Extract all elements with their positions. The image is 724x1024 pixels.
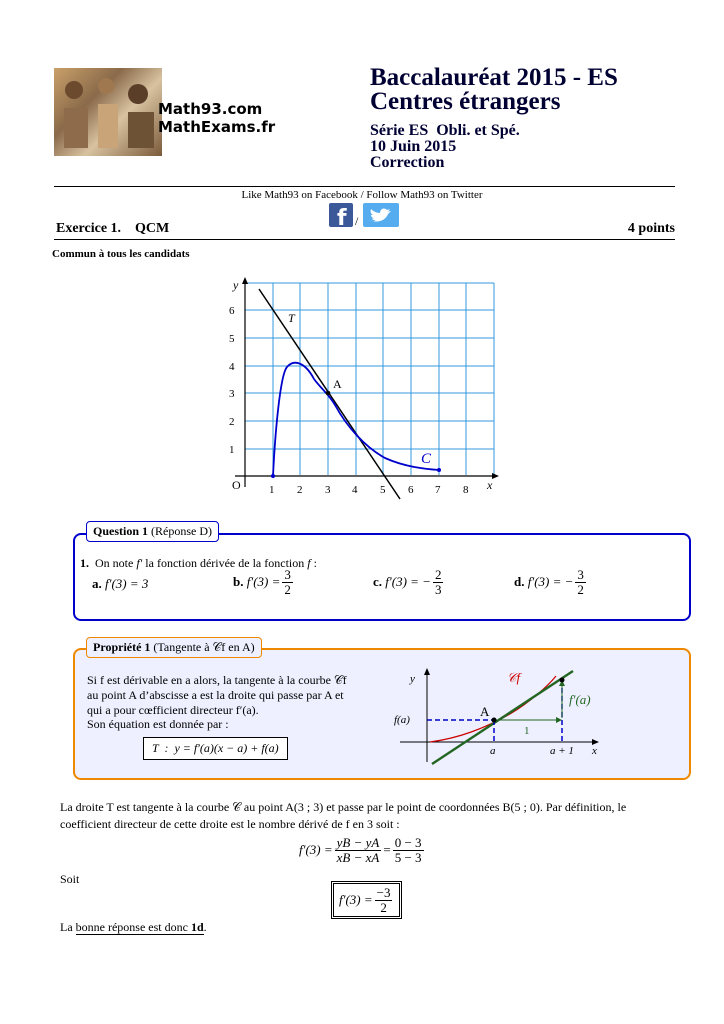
statement-part: f bbox=[307, 556, 311, 570]
solution-paragraph: La droite T est tangente à la courbe 𝒞 au point A(3 ; 3) et passe par le point de coordonnées B(5 ; 0). Par définition, le coefficient directeur de cette droite est le nombre dérivé de f en 3 soit : bbox=[60, 800, 627, 831]
tangent-figure bbox=[390, 664, 610, 766]
y-axis-label: y bbox=[233, 278, 239, 292]
site-name-1: Math93.com bbox=[158, 100, 263, 118]
conclusion bbox=[60, 920, 207, 935]
header-rule bbox=[54, 186, 675, 187]
fig-fprime-label: f′(a) bbox=[569, 692, 591, 707]
point-a bbox=[326, 391, 331, 396]
facebook-icon[interactable] bbox=[329, 203, 353, 227]
property-line-3: qui a pour cœfficient directeur f′(a). bbox=[87, 703, 259, 717]
fig-curve bbox=[430, 676, 556, 742]
y-tick-label: 6 bbox=[229, 305, 235, 317]
property-line-4: Son équation est donnée par : bbox=[87, 717, 229, 731]
property-line-1: Si f est dérivable en a alors, la tangente à la courbe 𝒞f bbox=[87, 673, 347, 687]
exercise-subtitle: Commun à tous les candidats bbox=[52, 248, 190, 260]
boxed-num: −3 bbox=[376, 885, 391, 900]
statement-part: On note bbox=[95, 556, 137, 570]
option-num: 3 bbox=[577, 567, 584, 582]
fig-x-label: x bbox=[592, 745, 597, 757]
option-b[interactable] bbox=[233, 568, 295, 596]
option-lhs: f′(3) = bbox=[246, 574, 281, 590]
tangent-label: T bbox=[288, 311, 295, 325]
y-axis-arrow bbox=[242, 277, 248, 284]
option-label: a. bbox=[92, 576, 102, 591]
y-tick-label: 1 bbox=[229, 444, 235, 456]
option-label: d. bbox=[514, 574, 525, 590]
doc-subtitle-1: Série ES Obli. et Spé. bbox=[370, 122, 520, 139]
option-c[interactable] bbox=[373, 568, 445, 596]
social-text[interactable]: Like Math93 on Facebook / Follow Math93 on Twitter bbox=[241, 189, 483, 201]
doc-title-1: Baccalauréat 2015 - ES bbox=[370, 64, 618, 91]
statement-part: : bbox=[310, 556, 317, 570]
boxed-result bbox=[331, 881, 402, 919]
x-tick-label: 5 bbox=[380, 484, 386, 496]
tangent-formula: T : y = f′(a)(x − a) + f(a) bbox=[143, 737, 288, 760]
eq-num: yB − yA bbox=[336, 835, 380, 850]
fig-a-point-label: A bbox=[480, 704, 490, 719]
soit-label: Soit bbox=[60, 872, 80, 886]
x-tick-label: 6 bbox=[408, 484, 414, 496]
svg-text:f: f bbox=[337, 206, 347, 227]
eq-den: 5 − 3 bbox=[394, 849, 422, 865]
x-axis-arrow bbox=[492, 473, 499, 479]
property-line-2: au point A d’abscisse a est la droite qui passe par A et bbox=[87, 688, 344, 702]
y-tick-label: 3 bbox=[229, 388, 235, 400]
eq-num: 0 − 3 bbox=[394, 835, 422, 850]
option-label: b. bbox=[233, 574, 244, 590]
y-tick-label: 5 bbox=[229, 333, 235, 345]
x-tick-label: 7 bbox=[435, 484, 441, 496]
question-tab-title: Question 1 bbox=[93, 524, 149, 538]
x-tick-label: 8 bbox=[463, 484, 469, 496]
twitter-icon[interactable] bbox=[363, 203, 399, 227]
social-separator: / bbox=[355, 214, 359, 228]
curve-end-point bbox=[437, 468, 441, 472]
property-tab-title: Propriété 1 bbox=[93, 640, 151, 654]
option-num: 3 bbox=[284, 567, 291, 582]
fig-a1-tick: a + 1 bbox=[550, 745, 574, 757]
x-tick-label: 2 bbox=[297, 484, 303, 496]
boxed-den: 2 bbox=[380, 899, 387, 915]
boxed-lhs: f′(3) = bbox=[339, 892, 373, 908]
x-tick-label: 1 bbox=[269, 484, 275, 496]
eq-den: xB − xA bbox=[336, 849, 380, 865]
option-den: 2 bbox=[577, 581, 584, 597]
eq-lhs: f′(3) = bbox=[299, 842, 333, 858]
logo-image bbox=[54, 68, 162, 156]
conclusion-part: La bbox=[60, 920, 76, 934]
question-tab bbox=[86, 521, 219, 542]
option-label: c. bbox=[373, 574, 383, 590]
fig-curve-label: 𝒞f bbox=[507, 670, 521, 685]
site-name-2: MathExams.fr bbox=[158, 118, 276, 136]
curve-start-point bbox=[271, 474, 275, 478]
x-axis-label: x bbox=[487, 478, 493, 492]
option-num: 2 bbox=[434, 567, 442, 582]
option-a[interactable] bbox=[92, 576, 148, 592]
exercise-rule bbox=[54, 239, 675, 240]
option-lhs: f′(3) = − bbox=[527, 574, 574, 590]
doc-subtitle-3: Correction bbox=[370, 154, 445, 171]
eq-equals: = bbox=[383, 842, 391, 858]
x-tick-label: 4 bbox=[352, 484, 358, 496]
question-number: 1. bbox=[80, 556, 89, 570]
fig-fa-label: f(a) bbox=[394, 714, 410, 726]
option-den: 3 bbox=[434, 581, 442, 597]
y-tick-label: 2 bbox=[229, 416, 235, 428]
x-tick-label: 3 bbox=[325, 484, 331, 496]
slope-equation bbox=[299, 836, 426, 864]
question-tab-note: (Réponse D) bbox=[151, 524, 212, 538]
option-lhs: f′(3) = 3 bbox=[105, 576, 149, 591]
y-tick-label: 4 bbox=[229, 361, 235, 373]
fig-a-tick: a bbox=[490, 745, 496, 757]
statement-part: f′ bbox=[136, 556, 143, 570]
curve-label: C bbox=[421, 451, 432, 467]
doc-subtitle-2: 10 Juin 2015 bbox=[370, 138, 457, 155]
conclusion-answer: 1d bbox=[190, 920, 204, 934]
statement-part: la fonction dérivée de la fonction bbox=[142, 556, 308, 570]
property-tab-note: (Tangente à 𝒞f en A) bbox=[153, 640, 255, 654]
option-lhs: f′(3) = − bbox=[385, 574, 431, 590]
exercise-points: 4 points bbox=[627, 221, 675, 236]
conclusion-part: . bbox=[203, 920, 207, 934]
point-a-label: A bbox=[333, 377, 342, 391]
function-graph bbox=[225, 275, 500, 507]
origin-label: O bbox=[232, 478, 241, 492]
doc-title-2: Centres étrangers bbox=[370, 88, 561, 115]
option-d[interactable] bbox=[514, 568, 588, 596]
exercise-title: Exercice 1. QCM bbox=[56, 221, 170, 236]
property-tab bbox=[86, 637, 262, 658]
conclusion-part: bonne réponse est donc bbox=[75, 920, 191, 934]
option-den: 2 bbox=[284, 581, 291, 597]
fig-one-label: 1 bbox=[524, 725, 530, 737]
fig-y-label: y bbox=[410, 673, 415, 685]
